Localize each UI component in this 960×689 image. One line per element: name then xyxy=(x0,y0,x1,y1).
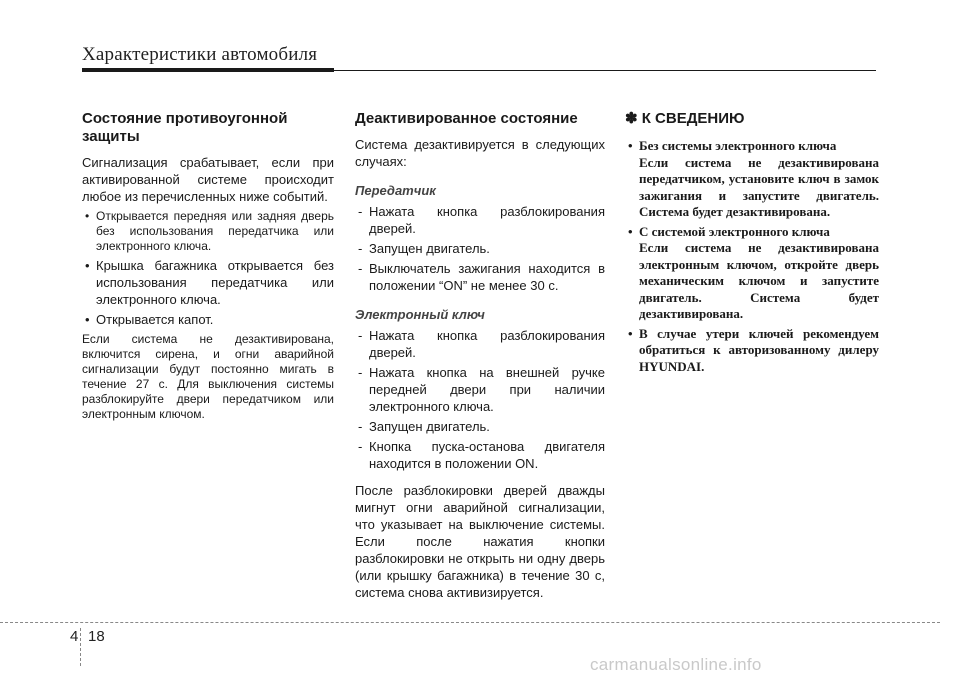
footer-divider xyxy=(0,622,940,623)
outro-paragraph: Если система не дезактивирована, включится сирена, и огни аварийной сигнализации будут постоянно мигать в течение 27 с. Для выключения системы разблокируйте двери передатчиком или электронным ключом. xyxy=(82,332,334,421)
footer-separator xyxy=(80,628,81,666)
list-item: • Открывается передняя или задняя дверь без использования передатчика или электронного ключа. xyxy=(85,209,334,253)
info-item xyxy=(625,224,879,323)
info-item-head: В случае утери ключей рекомендуем обратиться к авторизованному дилеру HYUNDAI. xyxy=(639,325,879,374)
chapter-number: 4 xyxy=(70,628,79,645)
bullet-icon: • xyxy=(628,138,633,153)
list-item: • Открывается капот. xyxy=(85,312,214,327)
column-anti-theft xyxy=(82,110,334,426)
column-disarmed xyxy=(355,110,605,605)
dash-icon: - xyxy=(358,241,363,256)
dash-icon: - xyxy=(358,439,363,454)
intro-paragraph: Система дезактивируется в следующих случаях: xyxy=(355,137,605,169)
subheading-transmitter: Передатчик xyxy=(355,183,436,198)
page-number: 18 xyxy=(88,628,105,645)
list-item: - Выключатель зажигания находится в положении “ON” не менее 30 с. xyxy=(358,261,605,293)
bullet-icon: • xyxy=(85,209,90,223)
dash-icon: - xyxy=(358,365,363,380)
info-item xyxy=(625,138,879,221)
list-item: - Нажата кнопка разблокирования дверей. xyxy=(358,328,605,360)
list-item: - Нажата кнопка разблокирования дверей. xyxy=(358,204,605,236)
dash-icon: - xyxy=(358,204,363,219)
info-item-head: С системой электронного ключа xyxy=(639,223,830,239)
bullet-icon: • xyxy=(628,325,633,341)
info-list xyxy=(625,138,879,375)
smart-key-list xyxy=(355,327,605,472)
list-item: - Кнопка пуска-останова двигателя находится в положении ON. xyxy=(358,439,605,471)
subheading-smart-key: Электронный ключ xyxy=(355,307,485,322)
list-item: - Нажата кнопка на внешней ручке передней двери при наличии электронного ключа. xyxy=(358,365,605,414)
bullet-icon: • xyxy=(85,312,90,327)
info-item xyxy=(625,326,879,376)
bullet-icon: • xyxy=(628,223,633,239)
outro-paragraph: После разблокировки дверей дважды мигнут огни аварийной сигнализации, что указывает на выключение системы. Если после нажатия кнопки разблокировки не открыть ни одну дверь (или крышку багажника) в течение 30 с, система снова активизируется. xyxy=(355,483,605,600)
page-header-title: Характеристики автомобиля xyxy=(82,44,318,65)
watermark-text: carmanualsonline.info xyxy=(590,655,762,674)
intro-paragraph: Сигнализация срабатывает, если при активированной системе происходит любое из перечисленных ниже событий. xyxy=(82,155,334,204)
bullet-icon: • xyxy=(85,258,90,273)
section-title: Деактивированное состояние xyxy=(355,110,578,127)
info-item-head: Без системы электронного ключа xyxy=(639,138,837,153)
event-list xyxy=(82,209,334,328)
list-item: • Крышка багажника открывается без использования передатчика или электронного ключа. xyxy=(85,258,334,307)
info-item-body: Если система не дезактивирована передатчиком, установите ключ в замок зажигания и запустите двигатель. Система будет дезактивирована. xyxy=(639,154,879,219)
list-item: - Запущен двигатель. xyxy=(358,241,490,256)
section-title: Состояние противоугонной защиты xyxy=(82,110,288,145)
column-information xyxy=(625,110,879,379)
header-rule-thin xyxy=(334,70,876,71)
header-rule-thick xyxy=(82,68,334,72)
list-item: - Запущен двигатель. xyxy=(358,419,490,434)
transmitter-list xyxy=(355,203,605,294)
dash-icon: - xyxy=(358,419,363,434)
info-title: ✽ К СВЕДЕНИЮ xyxy=(625,110,745,127)
dash-icon: - xyxy=(358,261,363,276)
info-item-body: Если система не дезактивирована электронным ключом, откройте дверь механическим ключом и запустите двигатель. Система будет дезактивирована. xyxy=(639,240,879,321)
dash-icon: - xyxy=(358,328,363,343)
